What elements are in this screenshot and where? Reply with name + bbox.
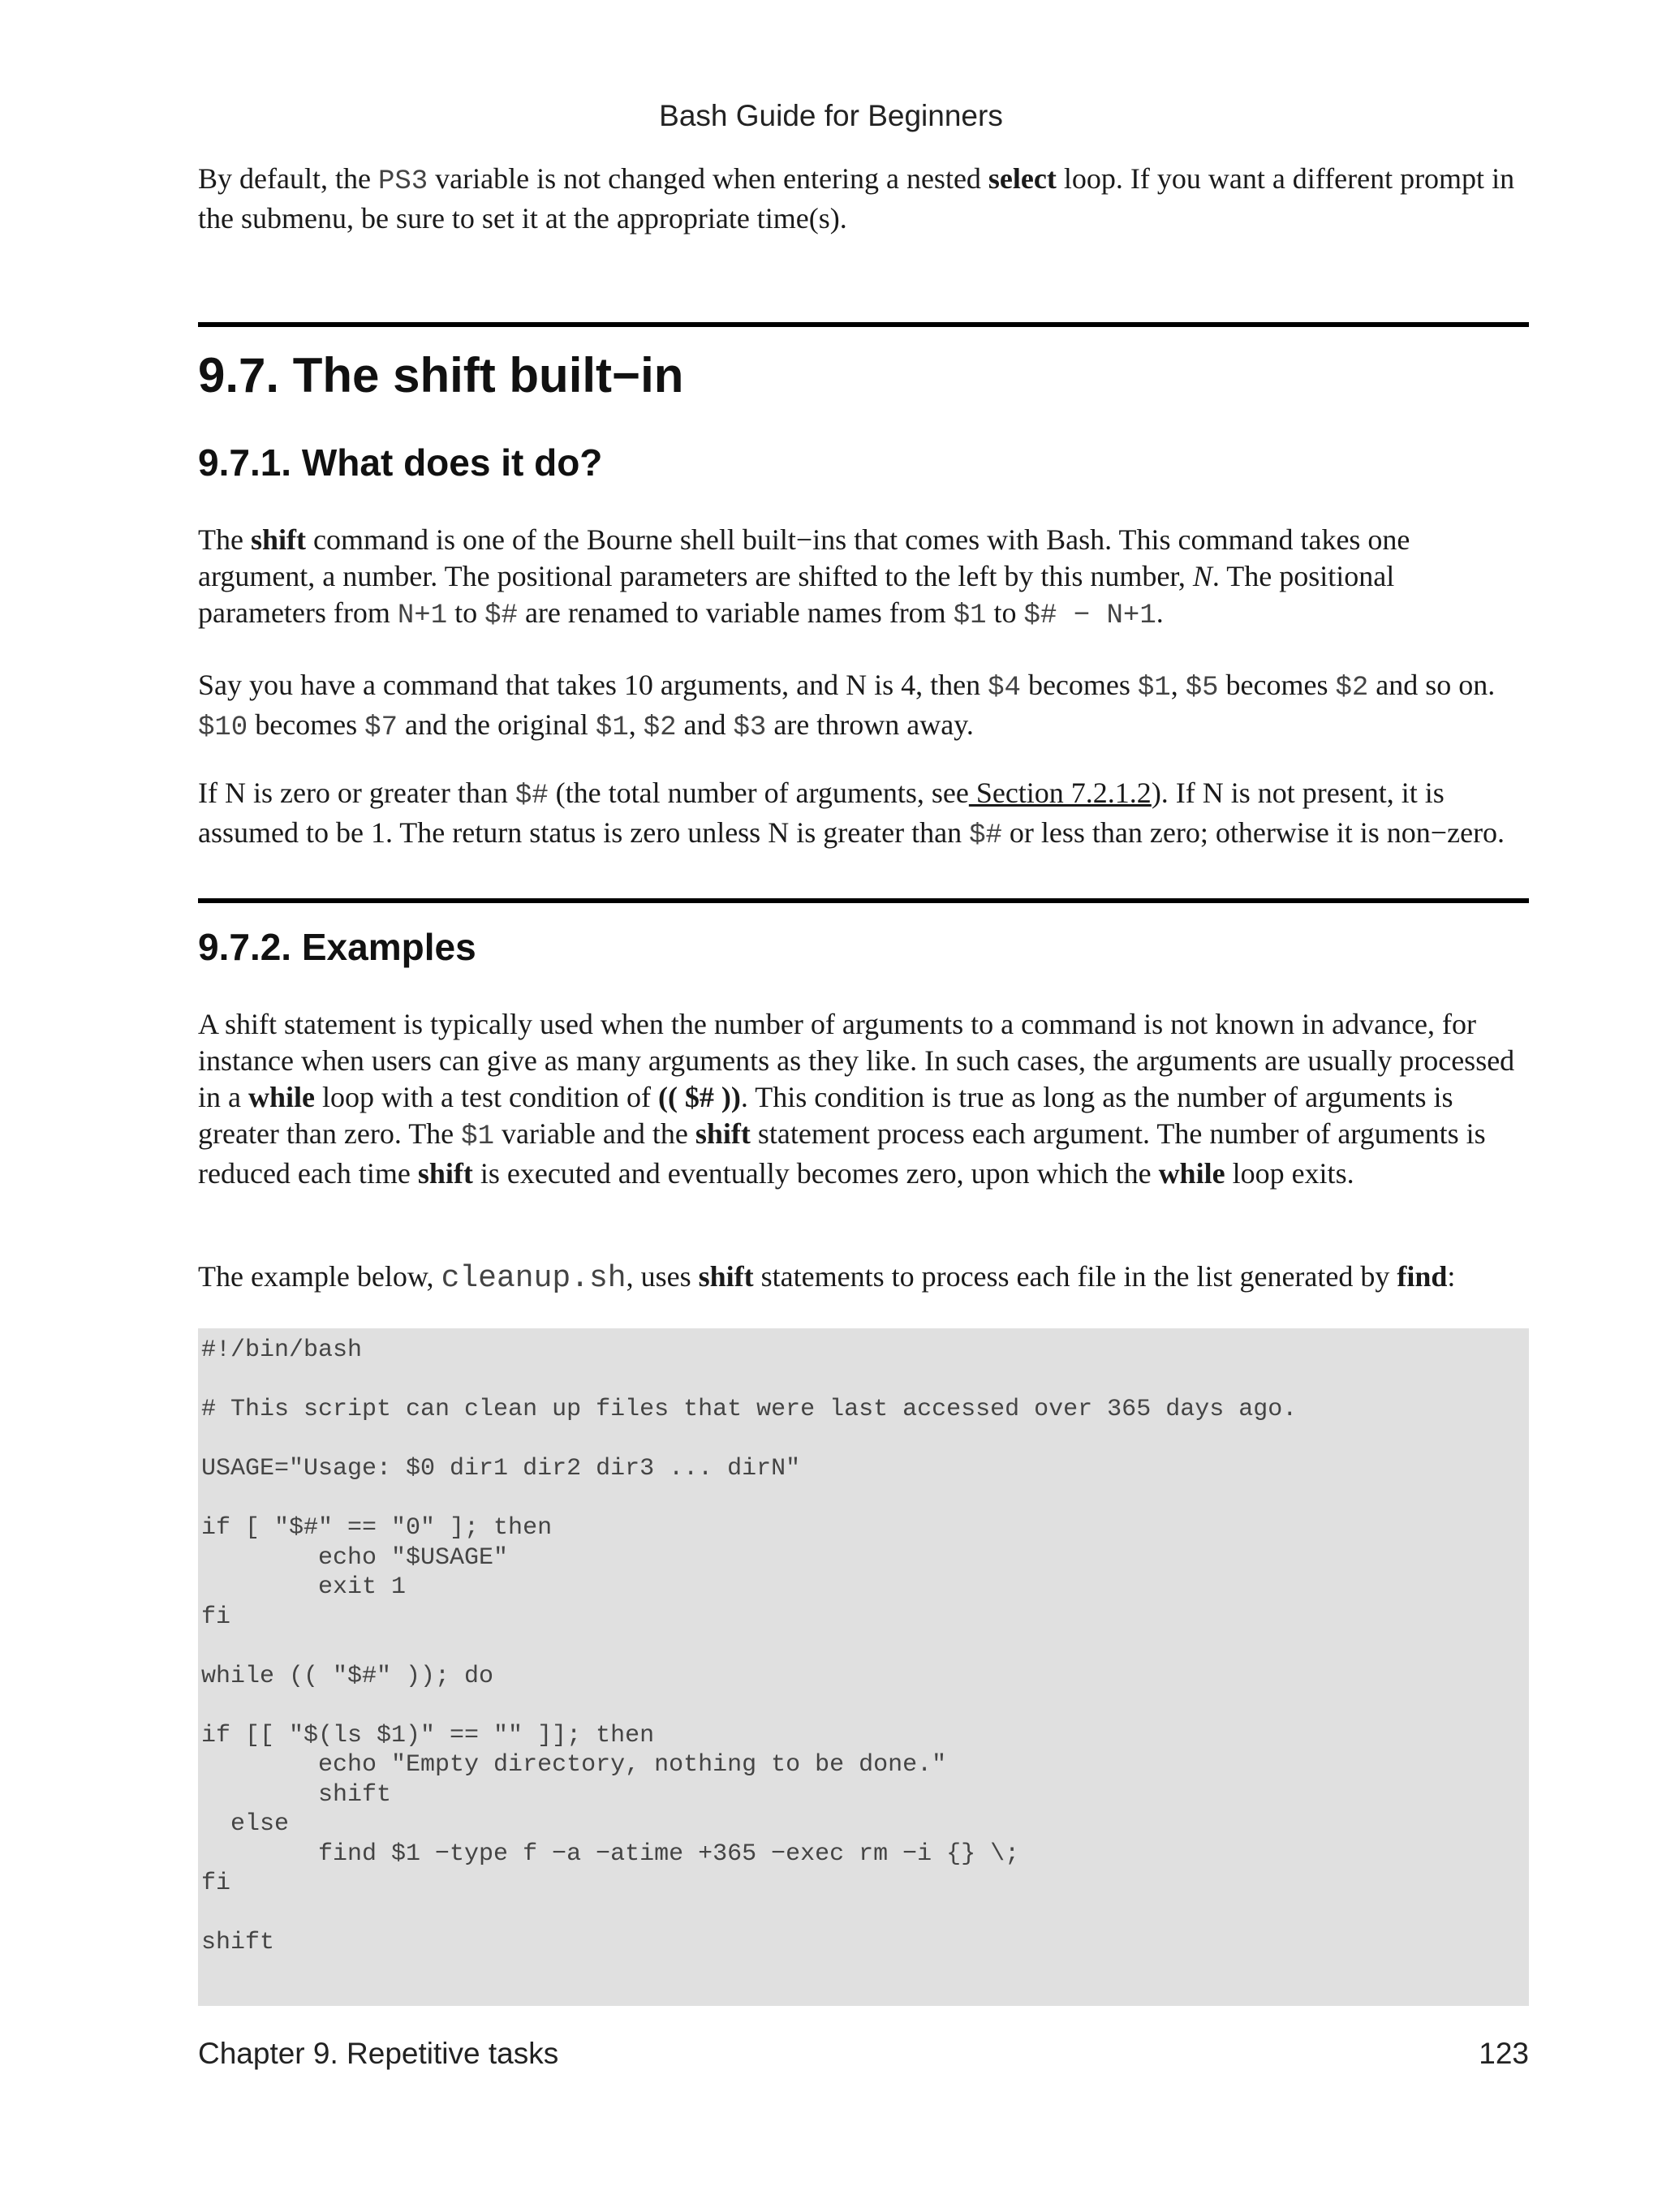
subsection-title-examples: 9.7.2. Examples [198,926,476,968]
inline-code: N+1 [397,600,448,631]
bold-term: select [988,162,1057,195]
bold-term: shift [695,1117,751,1150]
bold-term: (( $# )) [657,1081,741,1113]
inline-code: $3 [733,712,767,743]
paragraph-examples-2: The example below, cleanup.sh, uses shift statements to process each file in the list generated by find: [198,1260,1456,1296]
paragraph-what-1: The shift command is one of the Bourne shell built−ins that comes with Bash. This command takes one argument, a number. The positional parameters are shifted to the left by this number, N. The positional parameters from N+1 to $# are renamed to variable names from $1 to $# − N+1. [198,523,1410,631]
inline-code: $2 [1335,673,1369,704]
inline-code: $# [484,600,518,631]
footer-chapter: Chapter 9. Repetitive tasks [198,2037,559,2070]
running-footer [198,2037,1529,2071]
bold-term: shift [417,1157,473,1190]
inline-code: $1 [1137,673,1171,704]
inline-code: cleanup.sh [441,1261,626,1296]
inline-code: $10 [198,712,248,743]
inline-code: $# − N+1 [1023,600,1156,631]
code-listing: #!/bin/bash # This script can clean up files that were last accessed over 365 days ago. USAGE="Usage: $0 dir1 dir2 dir3 ... dirN" if [ "$#" == "0" ]; then echo "$USAGE" exit 1 fi while (( "$#" )); do if [[ "$(ls $1)" == "" ]]; then echo "Empty directory, nothing to be done." shift else find $1 −type f −a −atime +365 −exec rm −i {} \; fi shift [201,1336,1298,1956]
inline-code: $# [515,781,549,811]
inline-code: $5 [1185,673,1219,704]
inline-code: $1 [461,1121,494,1152]
inline-code: PS3 [377,166,428,197]
paragraph-examples-1: A shift statement is typically used when the number of arguments to a command is not known in advance, for instance when users can give as many arguments as they like. In such cases, the arguments are usually processed in a while loop with a test condition of (( $# )). This condition is true as long as the number of arguments is greater than zero. The $1 variable and the shift statement process each argument. The number of arguments is reduced each time shift is executed and eventually becomes zero, upon which the while loop exits. [198,1008,1515,1190]
bold-term: find [1397,1260,1448,1293]
inline-code: $2 [643,712,677,743]
paragraph-what-2: Say you have a command that takes 10 arguments, and N is 4, then $4 becomes $1, $5 becomes $2 and so on. $10 becomes $7 and the original $1, $2 and $3 are thrown away. [198,669,1496,743]
section-rule [198,322,1529,327]
inline-code: $7 [364,712,398,743]
paragraph-what-3: If N is zero or greater than $# (the total number of arguments, see Section 7.2.1.2). If N is not present, it is assumed to be 1. The return status is zero unless N is greater than $# or less than zero; otherwise it is non−zero. [198,777,1505,851]
page-number: 123 [1479,2037,1529,2070]
inline-code: $4 [988,673,1021,704]
bold-term: while [248,1081,315,1113]
subsection-rule [198,898,1529,903]
inline-code: $1 [953,600,987,631]
italic-term: N [1192,560,1212,592]
section-link[interactable]: Section 7.2.1.2 [968,777,1152,809]
intro-paragraph: By default, the PS3 variable is not changed when entering a nested select loop. If you want a different prompt in the submenu, be sure to set it at the appropriate time(s). [198,162,1515,235]
inline-code: $# [969,820,1002,851]
code-block [198,1328,1529,2006]
section-title: 9.7. The shift built−in [198,348,684,402]
bold-term: shift [698,1260,754,1293]
inline-code: $1 [595,712,629,743]
bold-term: while [1158,1157,1225,1190]
bold-term: shift [250,523,306,556]
running-header: Bash Guide for Beginners [659,99,1003,132]
subsection-title-what: 9.7.1. What does it do? [198,441,603,484]
